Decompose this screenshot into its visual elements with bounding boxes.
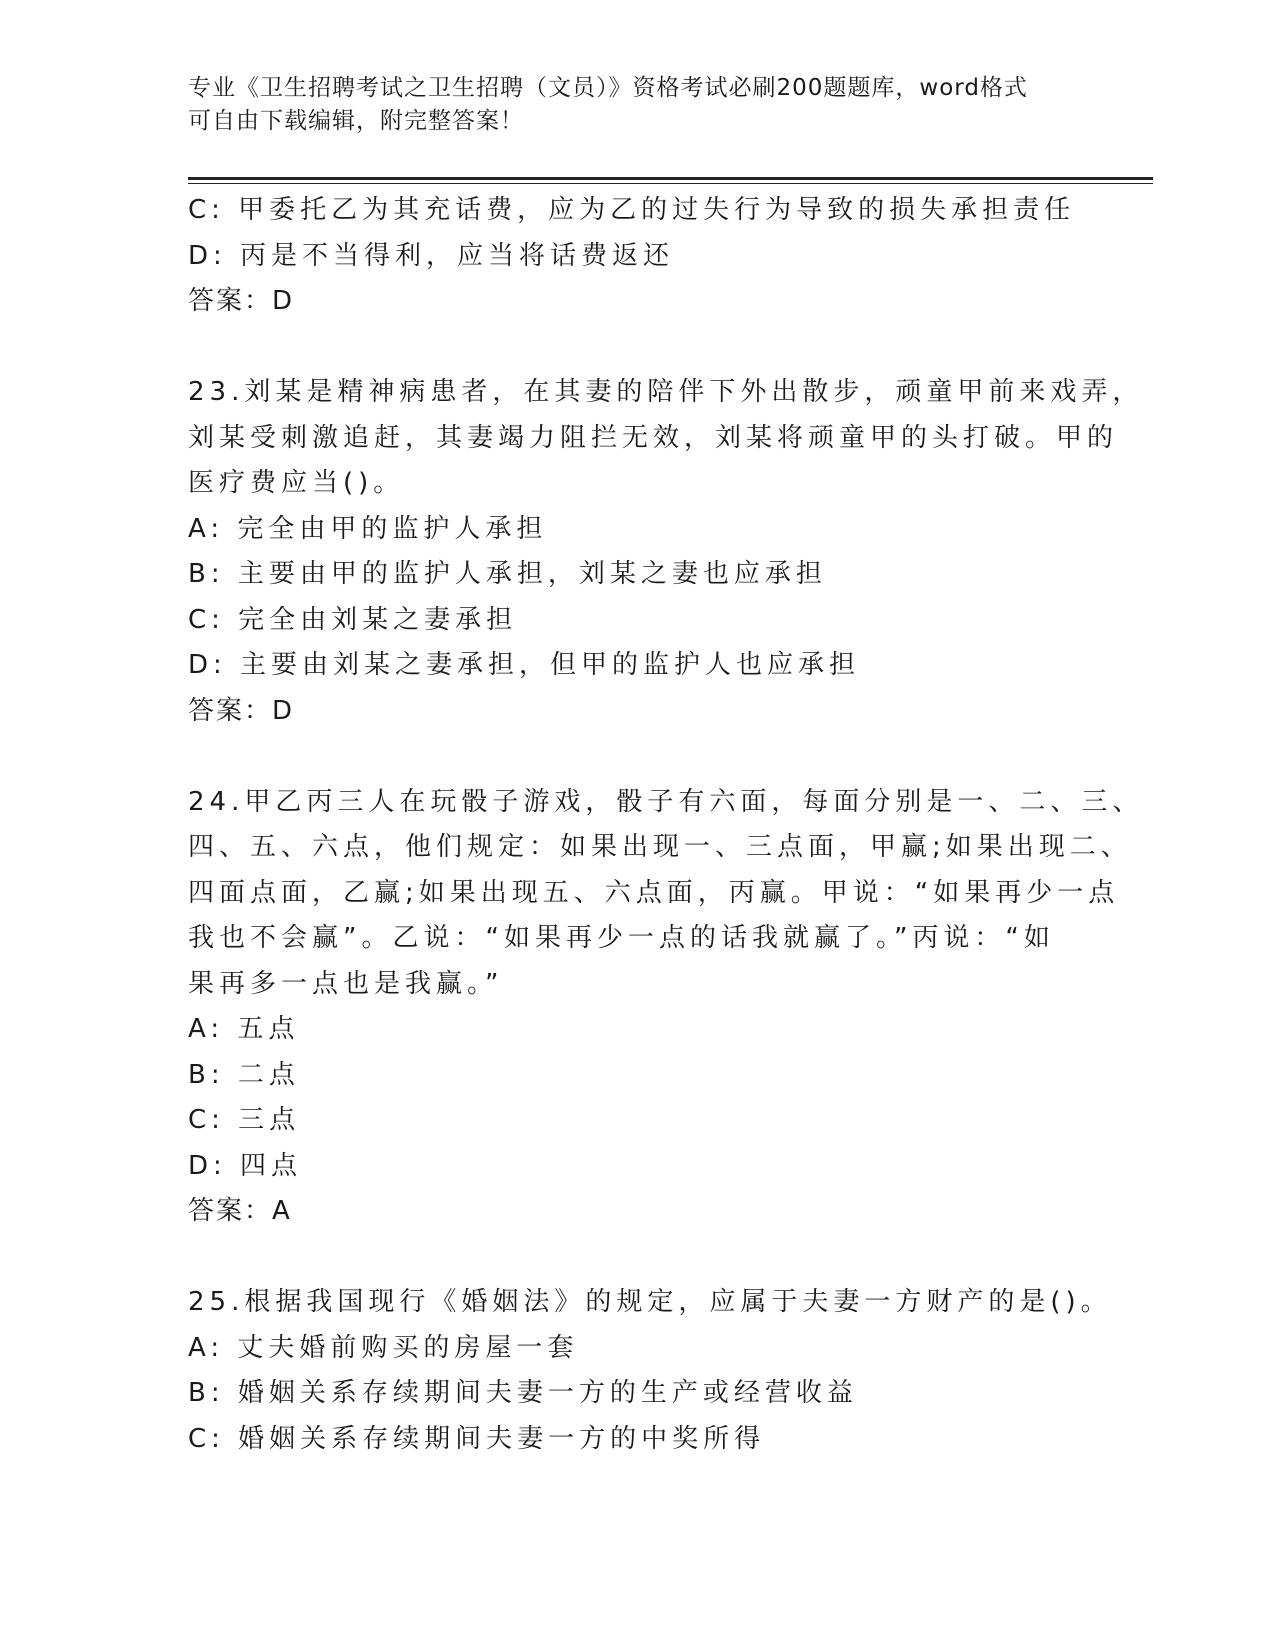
option-c: C: 三点	[188, 1105, 301, 1135]
option-b: B: 二点	[188, 1059, 300, 1090]
question-stem-line: 果再多一点也是我赢。”	[188, 968, 504, 999]
option-b: B: 婚姻关系存续期间夫妻一方的生产或经营收益	[188, 1378, 858, 1408]
option-b: B: 主要由甲的监护人承担，刘某之妻也应承担	[188, 559, 827, 589]
document-body	[188, 188, 1144, 1462]
question-stem-line: 四面点面，乙赢;如果出现五、六点面，丙赢。甲说：“如果再少一点	[188, 877, 1120, 908]
question-stem-line: 23.刘某是精神病患者，在其妻的陪伴下外出散步，顽童甲前来戏弄，	[188, 377, 1144, 407]
question-stem-line: 25.根据我国现行《婚姻法》的规定，应属于夫妻一方财产的是()。	[188, 1287, 1112, 1317]
header-line-2: 可自由下载编辑，附完整答案！	[188, 108, 524, 134]
question-stem-line: 刘某受刺激追赶，其妻竭力阻拦无效，刘某将顽童甲的头打破。甲的	[188, 422, 1119, 453]
answer-line: 答案：D	[188, 695, 295, 726]
question-stem-line: 四、五、六点，他们规定：如果出现一、三点面，甲赢;如果出现二、	[188, 832, 1132, 862]
option-a: A: 五点	[188, 1014, 300, 1044]
option-a: A: 丈夫婚前购买的房屋一套	[188, 1332, 579, 1363]
spacer	[188, 734, 1088, 780]
option-d: D: 主要由刘某之妻承担，但甲的监护人也应承担	[188, 650, 861, 680]
option-c: C: 婚姻关系存续期间夫妻一方的中奖所得	[188, 1423, 766, 1454]
spacer	[188, 325, 1088, 371]
question-stem-line: 24.甲乙丙三人在玩骰子游戏，骰子有六面，每面分别是一、二、三、	[188, 786, 1144, 817]
option-c: C: 完全由刘某之妻承担	[188, 604, 518, 635]
page-header	[188, 72, 1088, 138]
answer-line: 答案：D	[188, 286, 295, 316]
option-d: D: 丙是不当得利，应当将话费返还	[188, 240, 675, 271]
spacer	[188, 1235, 1088, 1281]
header-divider-thin	[188, 183, 1153, 184]
question-22-continued	[188, 188, 1088, 325]
option-d: D: 四点	[188, 1150, 303, 1181]
option-c: C: 甲委托乙为其充话费，应为乙的过失行为导致的损失承担责任	[188, 195, 1076, 225]
question-25	[188, 1280, 1112, 1462]
answer-line: 答案：A	[188, 1196, 292, 1226]
question-24	[188, 780, 1144, 1235]
header-divider-thick	[188, 177, 1153, 180]
option-a: A: 完全由甲的监护人承担	[188, 513, 548, 544]
header-line-1: 专业《卫生招聘考试之卫生招聘（文员）》资格考试必刷200题题库，word格式	[188, 75, 1028, 101]
question-stem-line: 医疗费应当()。	[188, 468, 405, 498]
question-stem-line: 我也不会赢”。乙说：“如果再少一点的话我就赢了。”丙说：“如	[188, 923, 1055, 953]
question-23	[188, 370, 1144, 734]
